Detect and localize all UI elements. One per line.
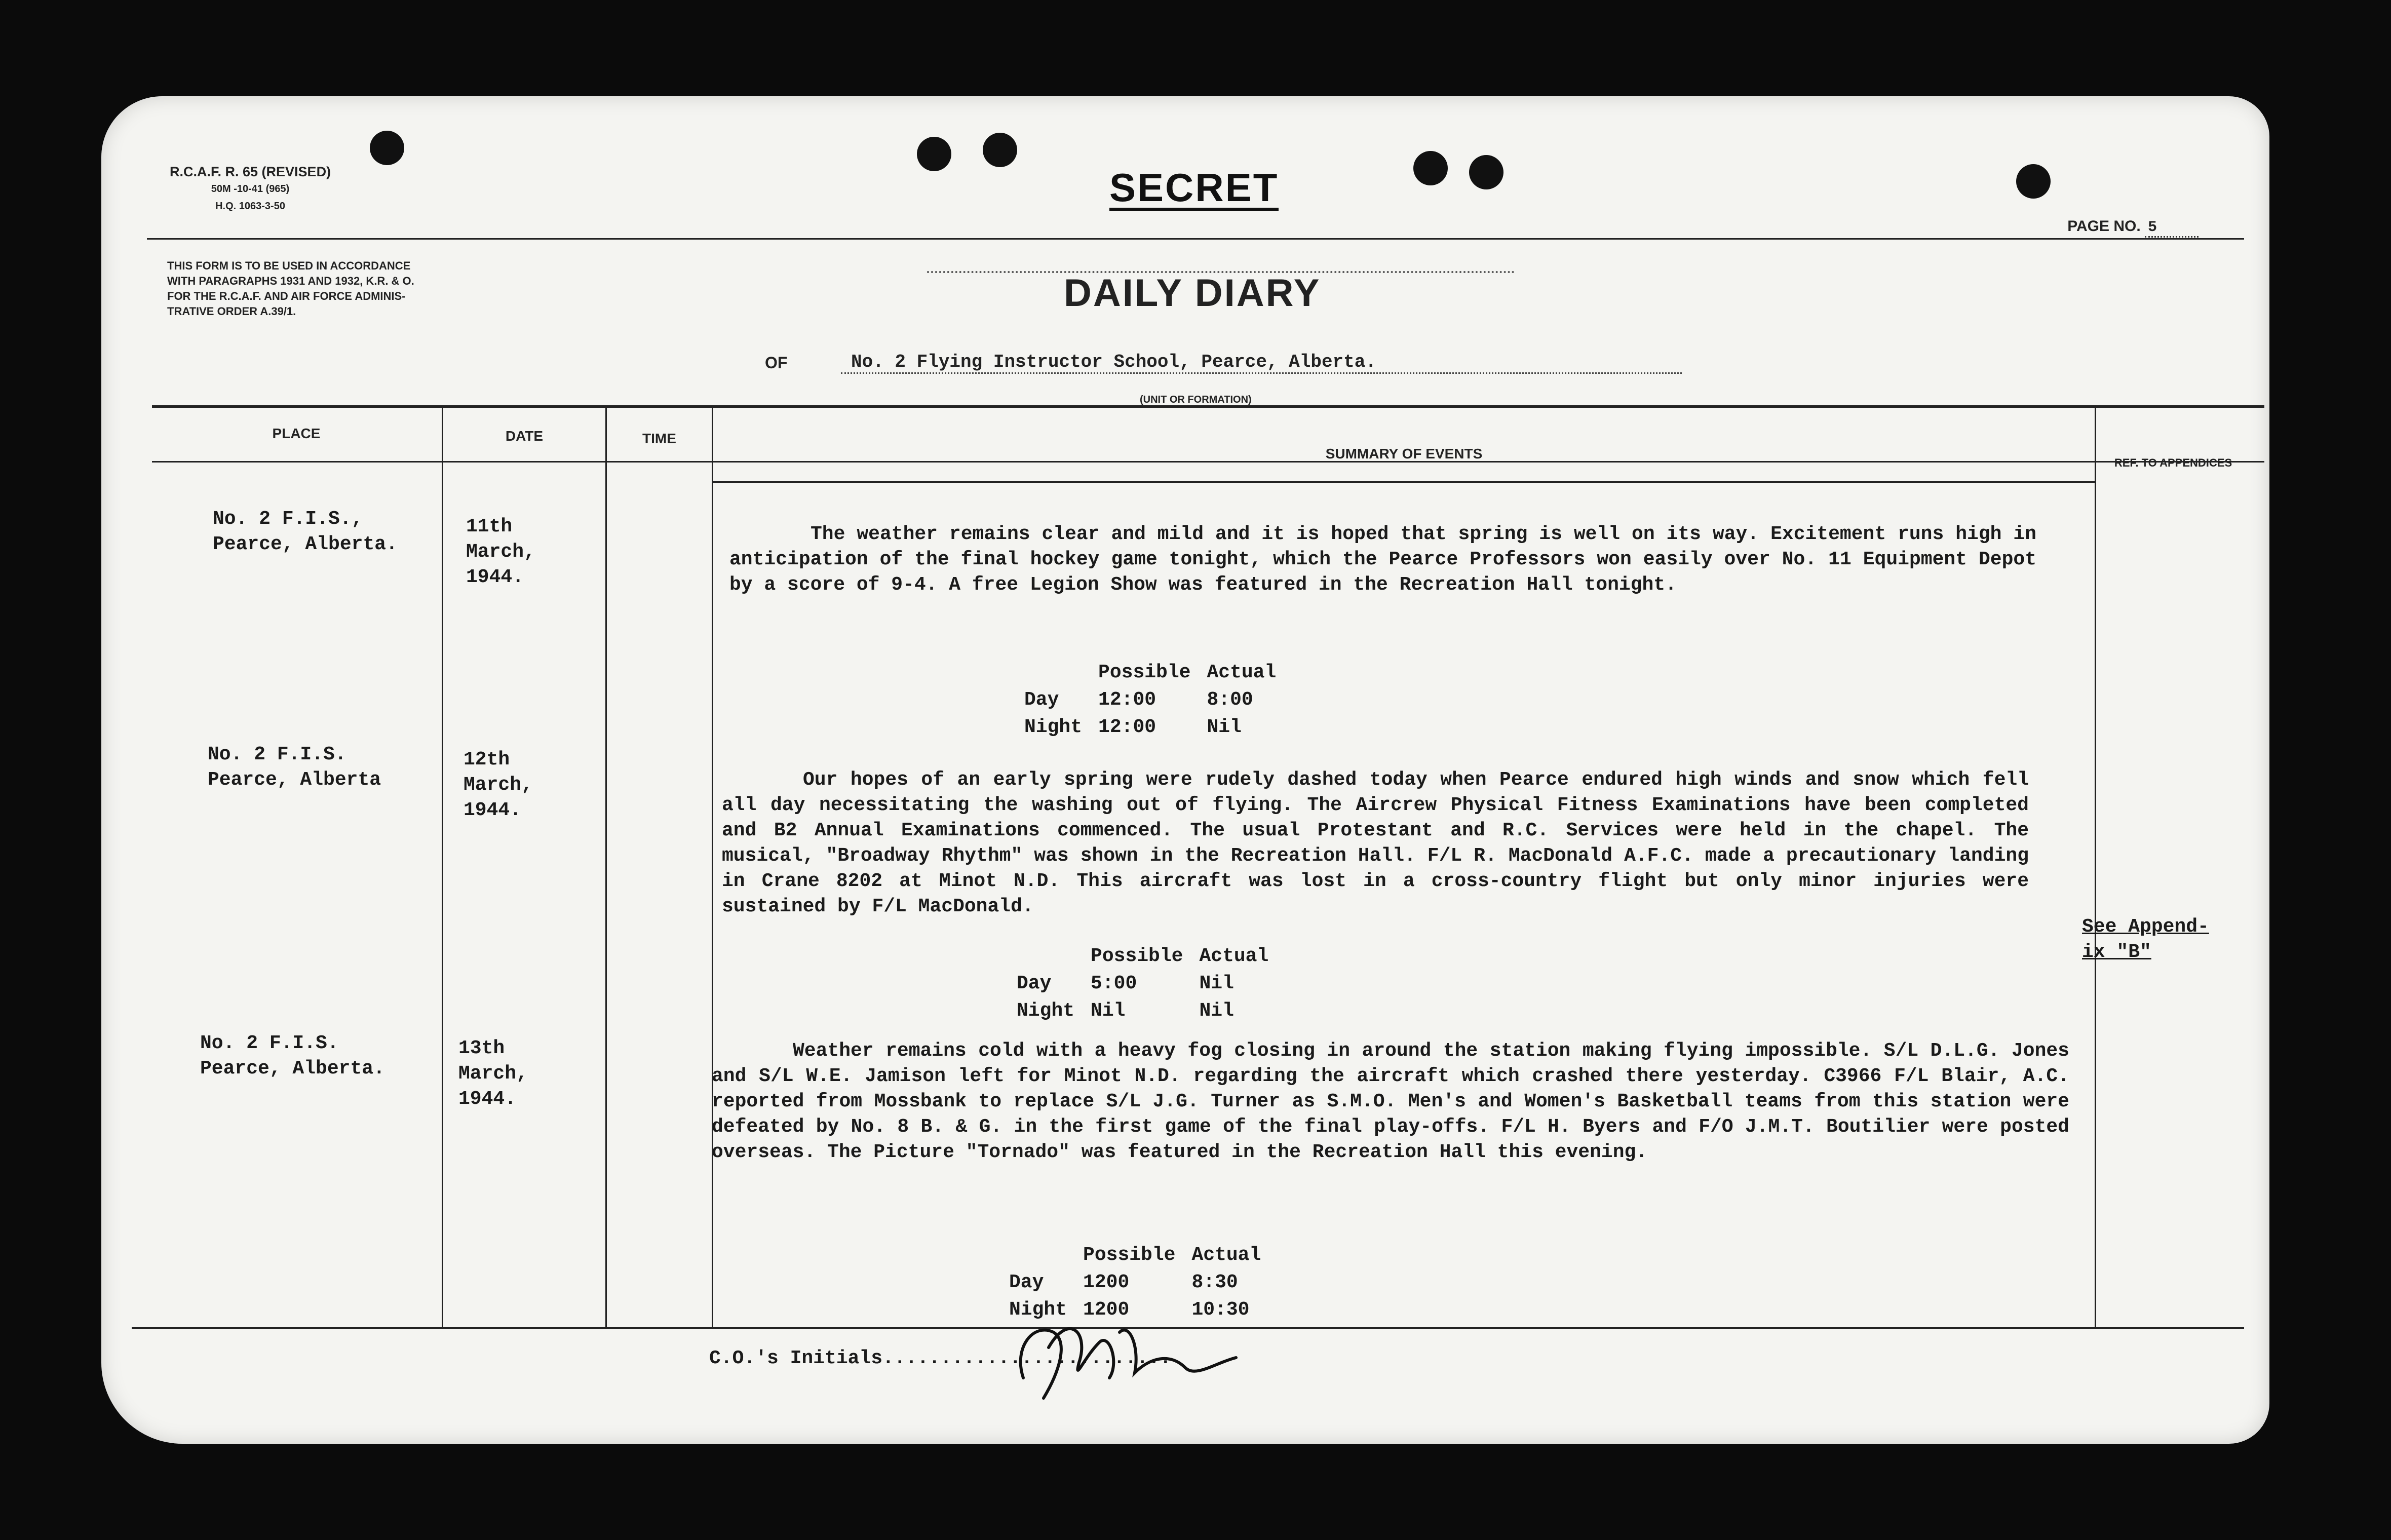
form-note-line: THIS FORM IS TO BE USED IN ACCORDANCE	[167, 259, 411, 272]
punch-hole	[917, 137, 951, 171]
form-note-line: WITH PARAGRAPHS 1931 AND 1932, K.R. & O.	[167, 275, 414, 287]
co-initials: C.O.'s Initials.........................	[709, 1348, 1172, 1369]
table-top-rule	[152, 405, 2264, 408]
entry-place	[208, 742, 381, 793]
diary-page	[101, 96, 2269, 1444]
col-divider	[712, 408, 713, 1327]
entry-place	[200, 1031, 385, 1082]
form-note-line: TRATIVE ORDER A.39/1.	[167, 305, 296, 318]
place-line: No. 2 F.I.S.	[200, 1032, 339, 1054]
form-code	[170, 163, 331, 215]
page-title: DAILY DIARY	[1064, 272, 1321, 315]
night-possible: 1200	[1083, 1299, 1130, 1321]
ref-line: See Append-	[2082, 916, 2209, 938]
actual-header: Actual	[1191, 1244, 1261, 1266]
of-label: OF	[765, 354, 788, 372]
date-line: 13th	[458, 1037, 505, 1059]
place-line: No. 2 F.I.S.,	[213, 508, 363, 530]
day-possible: 5:00	[1091, 973, 1137, 994]
punch-hole	[2016, 164, 2051, 199]
night-actual: Nil	[1199, 1000, 1234, 1022]
day-possible: 1200	[1083, 1272, 1130, 1293]
col-header-date: DATE	[505, 428, 544, 444]
page-number	[2067, 218, 2199, 238]
place-line: Pearce, Alberta.	[213, 533, 398, 555]
entry-summary: Weather remains cold with a heavy fog closing in around the station making flying impossible. S/L D.L.G. Jones and S/L W.E. Jamison left for Minot N.D. regarding the aircraft which crashed there yesterday. C3966 F/L Blair, A.C. reported from Mossbank to replace S/L J.G. Turner as S.M.O. Men's and Women's Basketball teams from this station were defeated by No. 8 B. & G. in the first game of the final play-offs. F/L H. Byers and F/O J.M.T. Boutilier were posted overseas. The Picture "Tornado" was featured in the Recreation Hall this evening.	[712, 1040, 2069, 1163]
col-header-summary: SUMMARY OF EVENTS	[1325, 446, 1483, 461]
night-label: Night	[1017, 1000, 1075, 1022]
date-line: 1944.	[458, 1088, 517, 1110]
entry-summary: Our hopes of an early spring were rudely dashed today when Pearce endured high winds and snow which fell all day necessitating the washing out of flying. The Aircrew Physical Fitness Examinations have been completed and B2 Annual Examinations commenced. The usual Protestant and R.C. Services were held in the chapel. The musical, "Broadway Rhythm" was shown in the Recreation Hall. F/L R. MacDonald A.F.C. made a precautionary landing in Crane 8202 at Minot N.D. This aircraft was lost in a cross-country flight but only minor injuries were sustained by F/L MacDonald.	[722, 769, 2029, 917]
summary-header-rule	[712, 481, 2095, 483]
night-possible: 12:00	[1098, 716, 1156, 738]
punch-hole	[1469, 155, 1503, 189]
day-possible: 12:00	[1098, 689, 1156, 711]
entry-date	[466, 514, 535, 590]
place-line: Pearce, Alberta.	[200, 1058, 385, 1080]
form-code-line: H.Q. 1063-3-50	[215, 201, 285, 212]
page-number-value: 5	[2145, 219, 2199, 238]
date-line: 12th	[464, 749, 510, 771]
night-label: Night	[1009, 1299, 1067, 1321]
form-code-line: R.C.A.F. R. 65 (REVISED)	[170, 164, 331, 179]
place-line: Pearce, Alberta	[208, 769, 381, 791]
date-line: 11th	[466, 516, 513, 537]
unit-caption: (UNIT OR FORMATION)	[1140, 394, 1252, 405]
col-header-place: PLACE	[272, 426, 321, 441]
form-code-line: 50M -10-41 (965)	[211, 183, 290, 195]
actual-header: Actual	[1199, 945, 1269, 967]
col-divider	[605, 408, 607, 1327]
rule	[147, 238, 2244, 240]
punch-hole	[370, 131, 404, 165]
day-actual: 8:30	[1191, 1272, 1238, 1293]
page-label: PAGE NO.	[2067, 218, 2141, 235]
date-line: 1944.	[464, 799, 522, 821]
appendix-ref	[2082, 914, 2209, 965]
entry-date	[458, 1036, 528, 1112]
place-line: No. 2 F.I.S.	[208, 744, 346, 765]
signature	[1003, 1302, 1266, 1408]
possible-header: Possible	[1091, 945, 1183, 967]
form-note-line: FOR THE R.C.A.F. AND AIR FORCE ADMINIS-	[167, 290, 406, 302]
day-label: Day	[1024, 689, 1059, 711]
col-divider	[442, 408, 443, 1327]
actual-header: Actual	[1207, 662, 1277, 683]
possible-header: Possible	[1083, 1244, 1176, 1266]
day-label: Day	[1009, 1272, 1044, 1293]
punch-hole	[1413, 151, 1448, 185]
col-divider	[2095, 408, 2096, 1327]
date-line: March,	[466, 541, 535, 563]
form-note	[167, 258, 572, 319]
ref-line: ix "B"	[2082, 941, 2151, 963]
date-line: March,	[458, 1063, 528, 1085]
night-actual: 10:30	[1191, 1299, 1250, 1321]
day-label: Day	[1017, 973, 1052, 994]
night-label: Night	[1024, 716, 1083, 738]
entry-summary: The weather remains clear and mild and it is hoped that spring is well on its way. Excitement runs high in anticipation of the final hockey game tonight, which the Pearce Professors won easily over No. 11 Equipment Depot by a score of 9-4. A free Legion Show was featured in the Recreation Hall tonight.	[729, 523, 2036, 596]
col-header-ref: REF. TO APPENDICES	[2114, 456, 2232, 469]
entry-place	[213, 507, 398, 557]
date-line: March,	[464, 774, 533, 796]
flying-hours	[1023, 659, 1292, 742]
unit-name: No. 2 Flying Instructor School, Pearce, Alberta.	[841, 352, 1682, 374]
col-header-time: TIME	[642, 431, 676, 446]
punch-hole	[983, 133, 1017, 167]
possible-header: Possible	[1098, 662, 1191, 683]
date-line: 1944.	[466, 566, 524, 588]
day-actual: 8:00	[1207, 689, 1253, 711]
classification-stamp: SECRET	[1109, 167, 1279, 211]
entry-date	[464, 747, 533, 823]
flying-hours	[1016, 942, 1285, 1025]
day-actual: Nil	[1199, 973, 1234, 994]
night-actual: Nil	[1207, 716, 1242, 738]
night-possible: Nil	[1091, 1000, 1126, 1022]
